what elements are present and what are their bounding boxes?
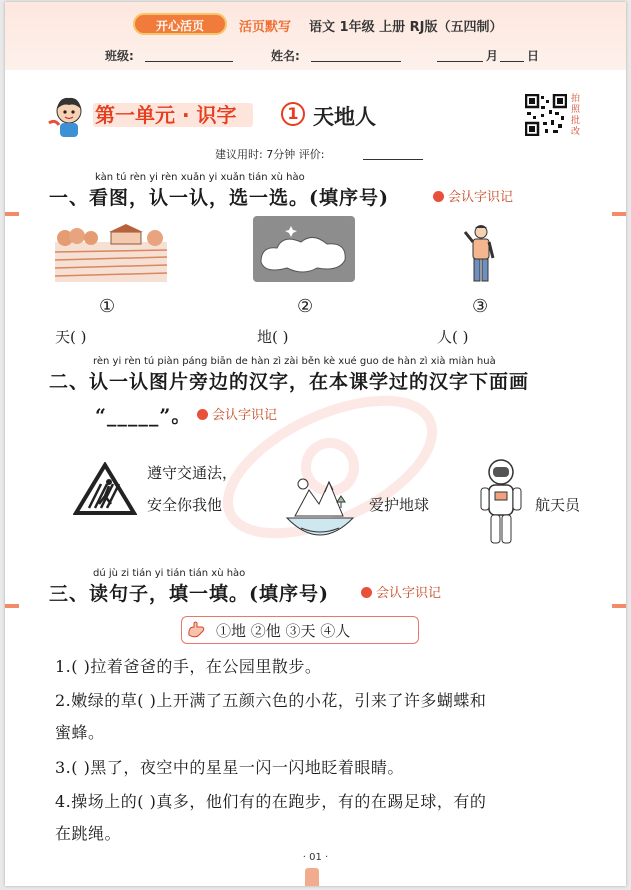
sentence-3[interactable]: 3.( )黑了，夜空中的星星一闪一闪地眨着眼睛。 (55, 758, 404, 777)
sentence-1[interactable]: 1.( )拉着爸爸的手，在公园里散步。 (55, 657, 322, 676)
image-label-1: ① (99, 296, 116, 317)
q2-title: 二、认一认图片旁边的汉字，在本课学过的汉字下面画 (49, 371, 530, 393)
q2-skill-text: 会认字识记 (212, 408, 278, 423)
name-label: 姓名: (271, 49, 300, 63)
q3-title: 三、读句子，填一填。(填序号) (49, 583, 329, 605)
q2-title-line2: “_____”。 (95, 405, 192, 427)
q1-pinyin: kàn tú rèn yi rèn xuǎn yi xuǎn tián xù hào (95, 172, 305, 183)
margin-tick-left (5, 212, 19, 216)
margin-tick-left (5, 604, 19, 608)
astronaut-text: 航天员 (535, 496, 581, 514)
series-name: 活页默写 (239, 20, 292, 35)
sign-text-line1: 遵守交通法， (147, 464, 238, 482)
astronaut-image (479, 458, 523, 550)
q3-pinyin: dú jù zi tián yi tián tián xù hào (93, 568, 246, 579)
class-field[interactable] (145, 61, 233, 62)
answer-ren[interactable]: 人( ) (437, 328, 469, 346)
qr-code-icon[interactable] (525, 94, 567, 136)
margin-tick-right (612, 212, 626, 216)
traffic-sign-image (73, 462, 137, 516)
sentence-4[interactable]: 4.操场上的( )真多，他们有的在跑步，有的在踢足球，有的 (55, 792, 487, 811)
suggested-time: 建议用时: 7分钟 评价: (215, 148, 325, 161)
q1-title: 一、看图，认一认，选一选。(填序号) (49, 187, 389, 209)
sentence-2-cont: 蜜蜂。 (55, 723, 105, 742)
month-field[interactable] (437, 61, 483, 62)
q2-pinyin: rèn yi rèn tú piàn páng biān de hàn zì zài běn kè xué guo de hàn zì xià miàn huà (93, 356, 496, 367)
lesson-number: 1 (281, 102, 305, 126)
answer-di[interactable]: 地( ) (257, 328, 289, 346)
sign-text-line2: 安全你我他 (147, 496, 223, 514)
flower-icon (433, 191, 444, 202)
q1-skill-text: 会认字识记 (448, 190, 514, 205)
name-field[interactable] (311, 61, 401, 62)
earth-care-image (281, 472, 359, 552)
month-label: 月 (486, 49, 499, 63)
q1-skill-tag (433, 186, 513, 205)
sky-clouds-image (253, 216, 355, 282)
image-label-3: ③ (472, 296, 489, 317)
earth-text: 爱护地球 (369, 496, 430, 514)
day-field[interactable] (500, 61, 524, 62)
flower-icon (197, 409, 208, 420)
page-number: · 01 · (302, 852, 329, 863)
q3-skill-tag (361, 582, 441, 601)
image-label-2: ② (297, 296, 314, 317)
evaluation-field[interactable] (363, 159, 423, 160)
sentence-4-cont: 在跳绳。 (55, 824, 122, 843)
options-box (181, 616, 419, 644)
lesson-name: 天地人 (313, 105, 376, 129)
margin-tick-right (612, 604, 626, 608)
worksheet-page (5, 2, 626, 886)
q2-skill-tag (197, 404, 277, 423)
day-label: 日 (527, 49, 540, 63)
flower-icon (361, 587, 372, 598)
answer-tian[interactable]: 天( ) (55, 328, 87, 346)
brand-logo-text: 开心活页 (155, 19, 204, 33)
options-text: ①地 ②他 ③天 ④人 (216, 622, 351, 640)
book-info: 语文 1年级 上册 RJ版（五四制） (309, 20, 503, 35)
page-tab (305, 868, 319, 886)
q3-skill-text: 会认字识记 (376, 586, 442, 601)
sentence-2[interactable]: 2.嫩绿的草( )上开满了五颜六色的小花，引来了许多蝴蝶和 (55, 691, 487, 710)
field-landscape-image (55, 222, 167, 282)
class-label: 班级: (105, 49, 134, 63)
person-image (459, 224, 503, 286)
brand-logo (133, 13, 227, 35)
unit-title: 第一单元 · 识字 (95, 103, 237, 127)
hand-icon (186, 621, 208, 639)
mascot-icon (45, 93, 91, 139)
qr-note: 拍照批改 (571, 94, 581, 137)
